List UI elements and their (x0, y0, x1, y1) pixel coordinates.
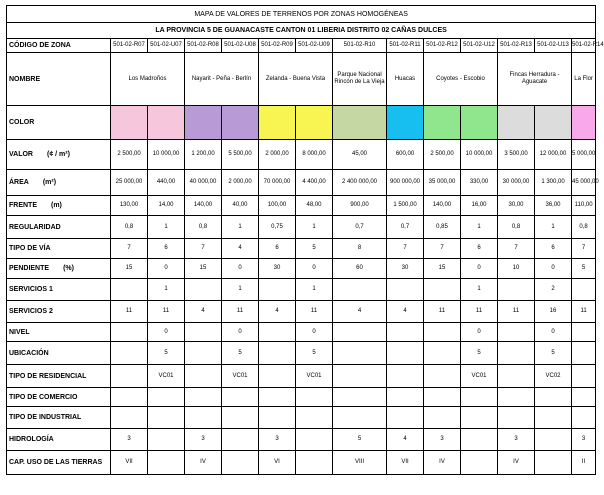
cell-frente: 48,00 (296, 196, 333, 216)
cell-pendiente: 15 (424, 259, 461, 279)
cell-hidrologia (461, 429, 498, 451)
cell-tipo-residencial: VC01 (296, 365, 333, 388)
cell-tipo-comercio (259, 388, 296, 407)
cell-tipo-via: 5 (296, 239, 333, 259)
cell-servicios1 (498, 279, 535, 301)
cell-servicios1 (333, 279, 387, 301)
zone-color-swatch (498, 106, 535, 140)
cell-regularidad: 0,8 (185, 216, 222, 239)
cell-area: 440,00 (148, 170, 185, 196)
cell-hidrologia (535, 429, 572, 451)
cell-ubicacion (111, 342, 148, 365)
cell-servicios1: 1 (296, 279, 333, 301)
cell-cap-uso: VI (259, 451, 296, 475)
row-label-text: TIPO DE COMERCIO (9, 393, 78, 401)
zone-color-swatch (148, 106, 185, 140)
row-unit: (¢ / m²) (46, 151, 70, 158)
label-tipo-industrial (7, 407, 111, 429)
cell-tipo-comercio (424, 388, 461, 407)
cell-tipo-industrial (535, 407, 572, 429)
cell-regularidad: 1 (148, 216, 185, 239)
zone-code: 501-02-U08 (222, 39, 259, 53)
cell-nivel (259, 323, 296, 342)
cell-cap-uso (222, 451, 259, 475)
cell-tipo-residencial: VC01 (461, 365, 498, 388)
cell-nivel: 0 (535, 323, 572, 342)
zone-name: Los Madroños (111, 53, 185, 106)
zone-name: Zelanda - Buena Vista (259, 53, 333, 106)
cell-ubicacion (259, 342, 296, 365)
cell-frente: 140,00 (424, 196, 461, 216)
cell-servicios2: 11 (148, 301, 185, 323)
table-subtitle: LA PROVINCIA 5 DE GUANACASTE CANTON 01 LIBERIA DISTRITO 02 CAÑAS DULCES (7, 23, 596, 39)
zone-name: Coyotes - Escobio (424, 53, 498, 106)
cell-tipo-residencial: VC02 (535, 365, 572, 388)
cell-regularidad: 1 (222, 216, 259, 239)
cell-nivel: 0 (296, 323, 333, 342)
cell-valor: 2 000,00 (259, 140, 296, 170)
cell-area: 2 000,00 (222, 170, 259, 196)
cell-regularidad: 0,7 (333, 216, 387, 239)
row-label-text: UBICACIÓN (9, 349, 49, 357)
cell-servicios2: 4 (259, 301, 296, 323)
label-regularidad (7, 216, 111, 239)
cell-servicios2: 11 (461, 301, 498, 323)
cell-nivel (498, 323, 535, 342)
cell-ubicacion (387, 342, 424, 365)
cell-regularidad: 0,7 (387, 216, 424, 239)
zone-code: 501-02-U13 (535, 39, 572, 53)
label-ubicacion (7, 342, 111, 365)
label-valor (7, 140, 111, 170)
cell-frente: 30,00 (498, 196, 535, 216)
cell-ubicacion: 5 (461, 342, 498, 365)
cell-cap-uso (296, 451, 333, 475)
row-label-text: NIVEL (9, 328, 30, 336)
cell-hidrologia: 3 (259, 429, 296, 451)
cell-tipo-residencial: VC01 (148, 365, 185, 388)
label-cap-uso (7, 451, 111, 475)
zone-color-swatch (535, 106, 572, 140)
cell-regularidad: 0,75 (259, 216, 296, 239)
zone-color-swatch (387, 106, 424, 140)
cell-tipo-industrial (259, 407, 296, 429)
cell-tipo-industrial (333, 407, 387, 429)
cell-nivel (333, 323, 387, 342)
row-label-text: REGULARIDAD (9, 223, 61, 231)
row-label-text: SERVICIOS 1 (9, 286, 53, 293)
label-tipo-comercio (7, 388, 111, 407)
cell-tipo-via: 7 (185, 239, 222, 259)
cell-pendiente: 0 (148, 259, 185, 279)
zone-name: Parque Nacional Rincón de La Vieja (333, 53, 387, 106)
cell-pendiente: 0 (222, 259, 259, 279)
cell-area: 35 000,00 (424, 170, 461, 196)
cell-ubicacion: 5 (222, 342, 259, 365)
cell-area: 30 000,00 (498, 170, 535, 196)
zone-name: Fincas Herradura - Aguacate (498, 53, 572, 106)
cell-ubicacion (572, 342, 596, 365)
cell-ubicacion (333, 342, 387, 365)
row-label-text: SERVICIOS 2 (9, 308, 53, 315)
cell-tipo-residencial (185, 365, 222, 388)
cell-nivel (572, 323, 596, 342)
row-label-text: PENDIENTE (9, 265, 50, 272)
cell-tipo-industrial (498, 407, 535, 429)
zone-code: 501-02-U09 (296, 39, 333, 53)
cell-servicios2: 11 (296, 301, 333, 323)
cell-regularidad: 1 (461, 216, 498, 239)
cell-cap-uso: VII (111, 451, 148, 475)
cell-area: 900 000,00 (387, 170, 424, 196)
zone-name: La Flor (572, 53, 596, 106)
cell-ubicacion (424, 342, 461, 365)
label-nombre: NOMBRE (7, 53, 111, 106)
cell-nivel (424, 323, 461, 342)
cell-pendiente: 0 (296, 259, 333, 279)
cell-servicios1: 1 (148, 279, 185, 301)
zone-code: 501-02-R07 (111, 39, 148, 53)
cell-tipo-industrial (424, 407, 461, 429)
row-label-text: TIPO DE INDUSTRIAL (9, 414, 82, 421)
cell-servicios2: 4 (185, 301, 222, 323)
cell-tipo-via: 6 (148, 239, 185, 259)
cell-hidrologia (148, 429, 185, 451)
row-label-text: CAP. USO DE LAS TIERRAS (9, 459, 103, 466)
cell-servicios1: 2 (535, 279, 572, 301)
row-label-text: FRENTE (9, 202, 37, 209)
cell-hidrologia: 3 (498, 429, 535, 451)
cell-regularidad: 0,8 (572, 216, 596, 239)
zone-color-swatch (296, 106, 333, 140)
zone-values-table-container (6, 5, 604, 475)
cell-pendiente: 30 (387, 259, 424, 279)
cell-tipo-residencial: VC01 (222, 365, 259, 388)
label-codigo: CÓDIGO DE ZONA (7, 39, 111, 53)
zone-code: 501-02-R11 (387, 39, 424, 53)
cell-area: 25 000,00 (111, 170, 148, 196)
zone-color-swatch (424, 106, 461, 140)
cell-frente: 1 500,00 (387, 196, 424, 216)
label-tipo-via (7, 239, 111, 259)
row-label-text: ÁREA (9, 179, 29, 186)
cell-cap-uso: IV (185, 451, 222, 475)
cell-regularidad: 1 (535, 216, 572, 239)
cell-nivel: 0 (222, 323, 259, 342)
cell-nivel (111, 323, 148, 342)
cell-valor: 12 000,00 (535, 140, 572, 170)
cell-tipo-comercio (185, 388, 222, 407)
cell-valor: 5 000,00 (572, 140, 596, 170)
cell-tipo-industrial (185, 407, 222, 429)
zone-code: 501-02-R09 (259, 39, 296, 53)
zone-code: 501-02-U07 (148, 39, 185, 53)
cell-tipo-via: 7 (498, 239, 535, 259)
cell-hidrologia (222, 429, 259, 451)
cell-tipo-comercio (333, 388, 387, 407)
cell-valor: 10 000,00 (148, 140, 185, 170)
cell-cap-uso: IV (498, 451, 535, 475)
cell-cap-uso: IV (424, 451, 461, 475)
cell-servicios2: 11 (424, 301, 461, 323)
cell-frente: 40,00 (222, 196, 259, 216)
cell-ubicacion: 5 (148, 342, 185, 365)
row-unit: (m) (51, 202, 62, 209)
cell-tipo-industrial (572, 407, 596, 429)
cell-pendiente: 30 (259, 259, 296, 279)
cell-tipo-industrial (111, 407, 148, 429)
row-label-text: HIDROLOGÍA (9, 436, 54, 443)
cell-area: 4 400,00 (296, 170, 333, 196)
cell-frente: 36,00 (535, 196, 572, 216)
zone-color-swatch (572, 106, 596, 140)
cell-nivel: 0 (148, 323, 185, 342)
cell-tipo-comercio (461, 388, 498, 407)
cell-tipo-comercio (535, 388, 572, 407)
cell-pendiente: 15 (185, 259, 222, 279)
cell-cap-uso (535, 451, 572, 475)
cell-frente: 900,00 (333, 196, 387, 216)
cell-tipo-comercio (572, 388, 596, 407)
cell-pendiente: 15 (111, 259, 148, 279)
zone-values-table (6, 5, 604, 475)
label-area (7, 170, 111, 196)
cell-tipo-via: 6 (535, 239, 572, 259)
cell-valor: 2 500,00 (424, 140, 461, 170)
cell-regularidad: 0,8 (498, 216, 535, 239)
cell-hidrologia: 3 (424, 429, 461, 451)
zone-color-swatch (333, 106, 387, 140)
cell-pendiente: 10 (498, 259, 535, 279)
cell-area: 45 000,00 (572, 170, 596, 196)
cell-servicios1: 1 (222, 279, 259, 301)
cell-tipo-comercio (387, 388, 424, 407)
cell-tipo-residencial (259, 365, 296, 388)
cell-pendiente: 0 (461, 259, 498, 279)
cell-area: 40 000,00 (185, 170, 222, 196)
cell-hidrologia (296, 429, 333, 451)
cell-valor: 8 000,00 (296, 140, 333, 170)
zone-color-swatch (259, 106, 296, 140)
cell-frente: 100,00 (259, 196, 296, 216)
zone-code: 501-02-R13 (498, 39, 535, 53)
cell-regularidad: 0,8 (111, 216, 148, 239)
cell-tipo-residencial (572, 365, 596, 388)
cell-pendiente: 60 (333, 259, 387, 279)
cell-valor: 2 500,00 (111, 140, 148, 170)
cell-hidrologia: 5 (333, 429, 387, 451)
zone-color-swatch (111, 106, 148, 140)
cell-cap-uso: VIII (333, 451, 387, 475)
cell-tipo-via: 6 (461, 239, 498, 259)
cell-valor: 45,00 (333, 140, 387, 170)
cell-servicios2: 16 (535, 301, 572, 323)
cell-nivel (185, 323, 222, 342)
cell-ubicacion: 5 (535, 342, 572, 365)
cell-frente: 16,00 (461, 196, 498, 216)
cell-frente: 14,00 (148, 196, 185, 216)
cell-servicios2: 4 (333, 301, 387, 323)
label-color: COLOR (7, 106, 111, 140)
cell-frente: 110,00 (572, 196, 596, 216)
label-nivel (7, 323, 111, 342)
zone-color-swatch (222, 106, 259, 140)
zone-color-swatch (185, 106, 222, 140)
cell-regularidad: 0,85 (424, 216, 461, 239)
cell-area: 1 300,00 (535, 170, 572, 196)
cell-area: 2 400 000,00 (333, 170, 387, 196)
cell-area: 70 000,00 (259, 170, 296, 196)
cell-tipo-comercio (498, 388, 535, 407)
cell-servicios1 (424, 279, 461, 301)
cell-tipo-via: 7 (111, 239, 148, 259)
row-unit: (m²) (42, 179, 57, 186)
cell-cap-uso: II (572, 451, 596, 475)
cell-servicios1: 1 (461, 279, 498, 301)
cell-hidrologia: 4 (387, 429, 424, 451)
label-hidrologia (7, 429, 111, 451)
cell-tipo-industrial (296, 407, 333, 429)
cell-hidrologia: 3 (572, 429, 596, 451)
cell-tipo-via: 7 (424, 239, 461, 259)
cell-servicios1 (572, 279, 596, 301)
zone-code: 501-02-R12 (424, 39, 461, 53)
cell-servicios2: 11 (111, 301, 148, 323)
cell-tipo-via: 4 (222, 239, 259, 259)
cell-valor: 600,00 (387, 140, 424, 170)
cell-tipo-via: 8 (333, 239, 387, 259)
cell-regularidad: 1 (296, 216, 333, 239)
zone-color-swatch (461, 106, 498, 140)
cell-tipo-comercio (222, 388, 259, 407)
cell-frente: 140,00 (185, 196, 222, 216)
label-tipo-residencial (7, 365, 111, 388)
row-unit: (%) (63, 265, 74, 272)
cell-tipo-residencial (333, 365, 387, 388)
zone-code: 501-02-U12 (461, 39, 498, 53)
cell-servicios1 (185, 279, 222, 301)
cell-frente: 130,00 (111, 196, 148, 216)
cell-hidrologia: 3 (185, 429, 222, 451)
row-label-text: VALOR (9, 151, 33, 158)
cell-tipo-industrial (222, 407, 259, 429)
cell-valor: 5 500,00 (222, 140, 259, 170)
label-servicios1 (7, 279, 111, 301)
cell-ubicacion (185, 342, 222, 365)
cell-tipo-comercio (148, 388, 185, 407)
cell-tipo-via: 6 (259, 239, 296, 259)
table-title: MAPA DE VALORES DE TERRENOS POR ZONAS HOMOGÉNEAS (7, 6, 596, 23)
cell-cap-uso: VII (387, 451, 424, 475)
cell-tipo-via: 7 (387, 239, 424, 259)
cell-ubicacion (498, 342, 535, 365)
cell-tipo-industrial (461, 407, 498, 429)
cell-valor: 1 200,00 (185, 140, 222, 170)
cell-servicios2: 11 (572, 301, 596, 323)
cell-tipo-residencial (498, 365, 535, 388)
cell-pendiente: 5 (572, 259, 596, 279)
zone-code: 501-02-R14 (572, 39, 596, 53)
label-frente (7, 196, 111, 216)
cell-servicios2: 11 (498, 301, 535, 323)
cell-cap-uso (148, 451, 185, 475)
zone-code: 501-02-R08 (185, 39, 222, 53)
cell-tipo-residencial (111, 365, 148, 388)
cell-tipo-comercio (296, 388, 333, 407)
cell-tipo-residencial (424, 365, 461, 388)
label-pendiente (7, 259, 111, 279)
cell-nivel: 0 (461, 323, 498, 342)
cell-hidrologia: 3 (111, 429, 148, 451)
cell-tipo-via: 7 (572, 239, 596, 259)
row-label-text: TIPO DE RESIDENCIAL (9, 372, 87, 380)
cell-servicios1 (387, 279, 424, 301)
cell-tipo-comercio (111, 388, 148, 407)
cell-area: 330,00 (461, 170, 498, 196)
zone-name: Nayarit - Peña - Berlín (185, 53, 259, 106)
row-label-text: TIPO DE VÍA (9, 245, 51, 252)
cell-valor: 3 500,00 (498, 140, 535, 170)
cell-tipo-industrial (148, 407, 185, 429)
cell-tipo-residencial (387, 365, 424, 388)
label-servicios2 (7, 301, 111, 323)
zone-name: Huacas (387, 53, 424, 106)
cell-cap-uso (461, 451, 498, 475)
cell-servicios1 (111, 279, 148, 301)
cell-servicios2: 4 (387, 301, 424, 323)
cell-valor: 10 000,00 (461, 140, 498, 170)
cell-servicios2: 11 (222, 301, 259, 323)
zone-code: 501-02-R10 (333, 39, 387, 53)
cell-pendiente: 0 (535, 259, 572, 279)
cell-ubicacion: 5 (296, 342, 333, 365)
cell-nivel (387, 323, 424, 342)
cell-tipo-industrial (387, 407, 424, 429)
cell-servicios1 (259, 279, 296, 301)
